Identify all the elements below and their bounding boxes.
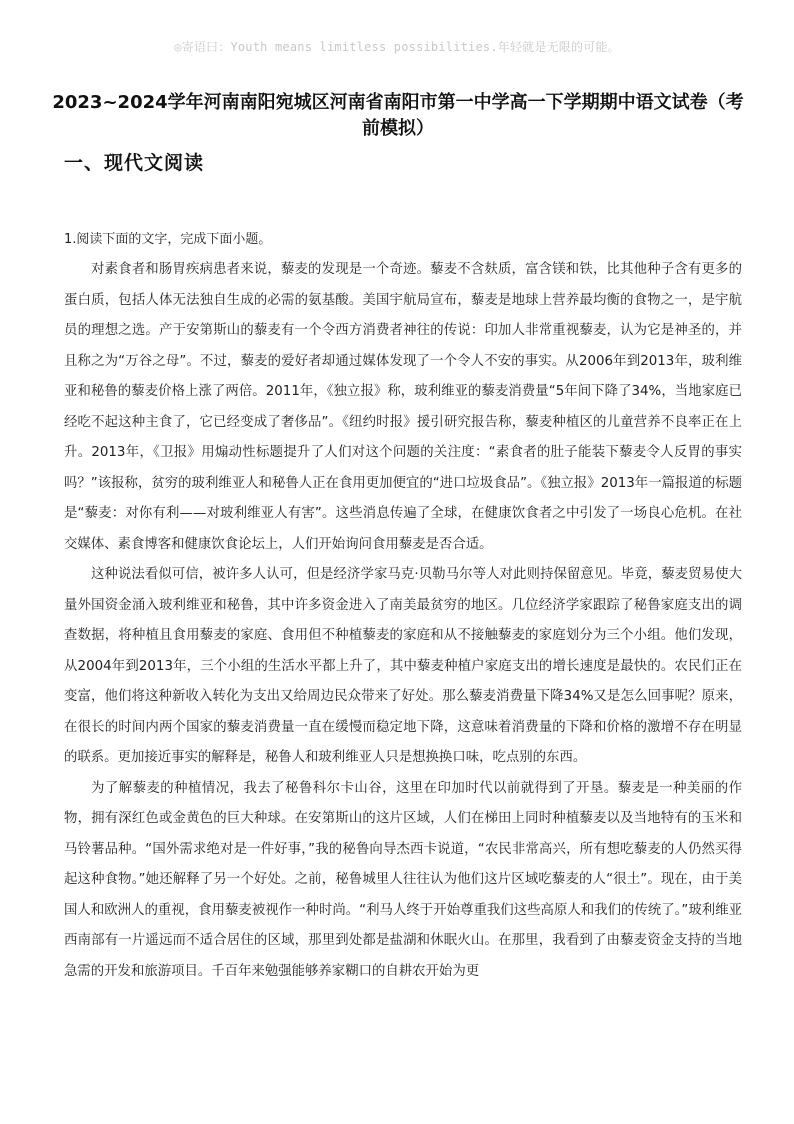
question-intro: 1.阅读下面的文字，完成下面小题。 <box>64 232 272 247</box>
passage-paragraph-3: 为了解藜麦的种植情况，我去了秘鲁科尔卡山谷，这里在印加时代以前就得到了开垦。藜麦是一种美丽的作物，拥有深红色或金黄色的巨大种球。在安第斯山的这片区域，人们在梯田上同时种植藜麦以及当地特有的玉米和马铃薯品种。“国外需求绝对是一件好事，”我的秘鲁向导杰西卡说道，“农民非常高兴，所有想吃藜麦的人仍然买得起这种食物。”她还解释了另一个好处。之前，秘鲁城里人往往认为他们这片区域吃藜麦的人“很土”。现在，由于美国人和欧洲人的重视，食用藜麦被视作一种时尚。“利马人终于开始尊重我们这些高原人和我们的传统了。”玻利维亚西南部有一片遥远而不适合居住的区域，那里到处都是盐湖和休眠火山。在那里，我看到了由藜麦资金支持的当地急需的开发和旅游项目。千百年来勉强能够养家糊口的自耕农开始为更 <box>64 780 742 979</box>
section-heading: 一、现代文阅读 <box>64 152 205 174</box>
passage-paragraph-2: 这种说法看似可信，被许多人认可，但是经济学家马克·贝勒马尔等人对此则持保留意见。毕竟，藜麦贸易使大量外国资金涌入玻利维亚和秘鲁，其中许多资金进入了南美最贫穷的地区。几位经济学家跟踪了秘鲁家庭支出的调查数据，将种植且食用藜麦的家庭、食用但不种植藜麦的家庭和从不接触藜麦的家庭划分为三个小组。他们发现，从2004年到2013年，三个小组的生活水平都上升了，其中藜麦种植户家庭支出的增长速度是最快的。农民们正在变富，他们将这种新收入转化为支出又给周边民众带来了好处。那么藜麦消费量下降34%又是怎么回事呢？原来，在很长的时间内两个国家的藜麦消费量一直在缓慢而稳定地下降，这意味着消费量的下降和价格的激增不存在明显的联系。更加接近事实的解释是，秘鲁人和玻利维亚人只是想换换口味，吃点别的东西。 <box>64 567 742 765</box>
watermark-text: ◎寄语曰：Youth means limitless possibilities.年轻就是无限的可能。 <box>174 40 620 54</box>
page-title: 2023~2024学年河南南阳宛城区河南省南阳市第一中学高一下学期期中语文试卷（考前模拟） <box>52 92 744 139</box>
reading-passage <box>64 255 742 987</box>
passage-paragraph-1: 对素食者和肠胃疾病患者来说，藜麦的发现是一个奇迹。藜麦不含麸质，富含镁和铁，比其他种子含有更多的蛋白质，包括人体无法独自生成的必需的氨基酸。美国宇航局宣布，藜麦是地球上营养最均衡的食物之一，是宇航员的理想之选。产于安第斯山的藜麦有一个令西方消费者神往的传说：印加人非常重视藜麦，认为它是神圣的，并且称之为“万谷之母”。不过，藜麦的爱好者却通过媒体发现了一个令人不安的事实。从2006年到2013年，玻利维亚和秘鲁的藜麦价格上涨了两倍。2011年，《独立报》称，玻利维亚的藜麦消费量“5年间下降了34%，当地家庭已经吃不起这种主食了，它已经变成了奢侈品”。《纽约时报》援引研究报告称，藜麦种植区的儿童营养不良率正在上升。2013年，《卫报》用煽动性标题提升了人们对这个问题的关注度：“素食者的肚子能装下藜麦令人反胃的事实吗？”该报称，贫穷的玻利维亚人和秘鲁人正在食用更加便宜的“进口垃圾食品”。《独立报》2013年一篇报道的标题是“藜麦：对你有利——对玻利维亚人有害”。这些消息传遍了全球，在健康饮食者之中引发了一场良心危机。在社交媒体、素食博客和健康饮食论坛上，人们开始询问食用藜麦是否合适。 <box>64 262 742 552</box>
